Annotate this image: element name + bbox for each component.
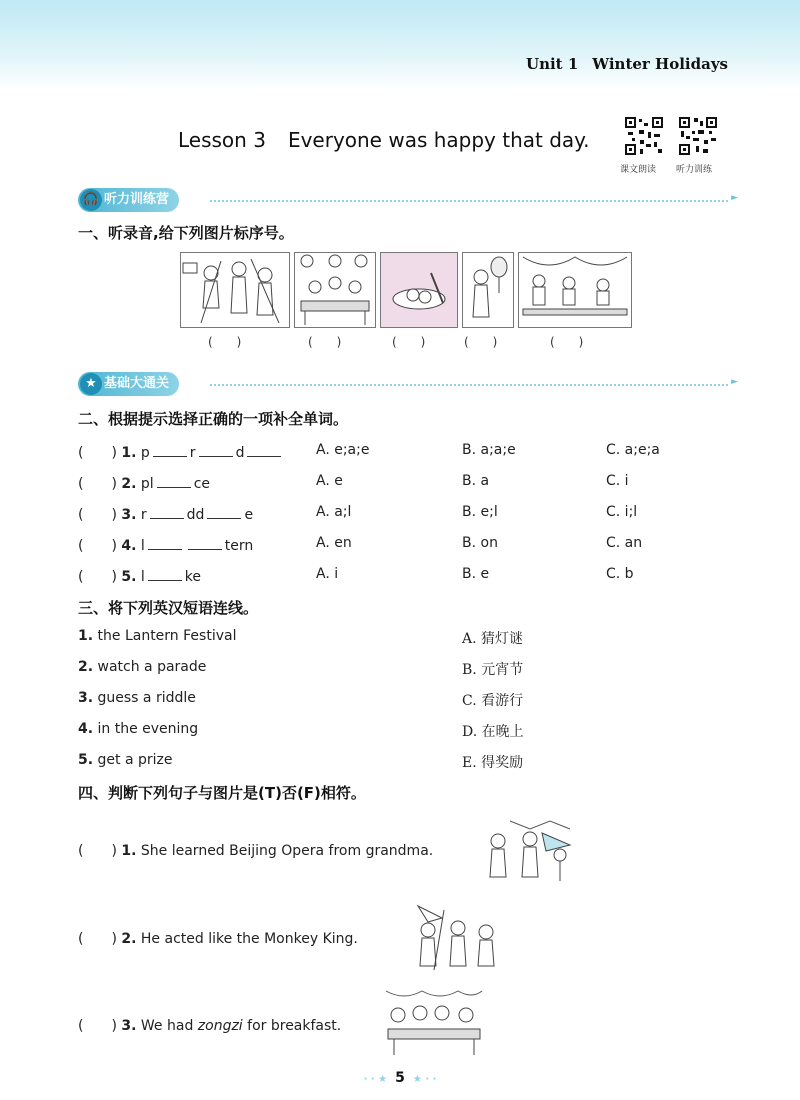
badge-text: 基础	[104, 376, 131, 391]
dots-decoration: · · ★	[363, 1074, 388, 1085]
blank[interactable]	[199, 444, 233, 457]
item-number: 2.	[78, 659, 94, 675]
sentence-text: for breakfast.	[242, 1018, 342, 1034]
sentence-italic: zongzi	[197, 1018, 243, 1034]
option-c: C. a;e;a	[606, 442, 660, 458]
qr-code-icon[interactable]	[624, 116, 664, 156]
blank[interactable]	[157, 475, 191, 488]
word-fragment: l	[140, 538, 145, 554]
option-letter: B.	[462, 662, 477, 678]
page-number	[0, 1070, 800, 1086]
unit-title: Winter Holidays	[592, 55, 728, 73]
phrase-text: guess a riddle	[97, 690, 196, 706]
list-item	[78, 442, 284, 462]
badge-text: 大通关	[130, 376, 170, 391]
picture-rice-balls	[380, 252, 458, 328]
list-item	[78, 928, 358, 948]
answer-parenthesis[interactable]: ( )	[78, 931, 117, 947]
phrase-chinese[interactable]	[462, 721, 524, 741]
word-fragment: pl	[140, 476, 154, 492]
option-letter: A.	[462, 631, 477, 647]
item-number: 3.	[121, 1018, 137, 1034]
answer-parenthesis[interactable]: ( )	[78, 476, 117, 492]
phrase-english[interactable]	[78, 690, 196, 706]
phrase-text: get a prize	[97, 752, 173, 768]
item-number: 3.	[121, 507, 137, 523]
phrase-chinese[interactable]	[462, 659, 523, 679]
item-number: 5.	[121, 569, 137, 585]
qr-caption: 课文朗读	[620, 165, 657, 175]
phrase-english[interactable]	[78, 721, 198, 737]
question-title: 一、听录音,给下列图片标序号。	[78, 224, 294, 242]
answer-parenthesis[interactable]: ( )	[78, 445, 117, 461]
sentence-text: She learned Beijing Opera from grandma.	[140, 843, 434, 859]
blank[interactable]	[148, 568, 182, 581]
sentence-text: We had	[140, 1018, 198, 1034]
list-item	[78, 1015, 341, 1035]
word-fragment: dd	[186, 507, 205, 523]
section-badge-basics	[78, 372, 179, 396]
answer-parenthesis[interactable]: ( )	[392, 335, 426, 349]
option-b: B. e;l	[462, 504, 498, 520]
blank[interactable]	[150, 506, 184, 519]
option-b: B. a	[462, 473, 490, 489]
phrase-english[interactable]	[78, 752, 172, 768]
word-fragment: d	[235, 445, 245, 461]
option-letter: E.	[462, 755, 477, 771]
word-fragment: tern	[224, 538, 254, 554]
option-b: B. e	[462, 566, 490, 582]
phrase-chinese[interactable]	[462, 690, 523, 710]
phrase-chinese[interactable]	[462, 752, 523, 772]
picture-breakfast	[382, 985, 486, 1057]
option-a: A. e;a;e	[316, 442, 370, 458]
word-fragment: r	[140, 507, 147, 523]
phrase-text: the Lantern Festival	[97, 628, 237, 644]
lesson-name: Everyone was happy that day.	[287, 128, 590, 152]
picture-lanterns	[462, 252, 514, 328]
item-number: 2.	[121, 476, 137, 492]
qr-code-icon[interactable]	[678, 116, 718, 156]
list-item	[78, 504, 253, 524]
phrase-text: watch a parade	[97, 659, 207, 675]
list-item	[78, 473, 210, 493]
item-number: 3.	[78, 690, 94, 706]
qr-caption: 听力训练	[676, 165, 713, 175]
list-item	[78, 566, 201, 586]
answer-parenthesis[interactable]: ( )	[78, 843, 117, 859]
section-divider	[210, 200, 728, 202]
word-fragment: e	[244, 507, 254, 523]
word-fragment: ce	[193, 476, 210, 492]
blank[interactable]	[188, 537, 222, 550]
page-number-text: 5	[395, 1070, 405, 1086]
phrase-text: 元宵节	[481, 662, 524, 678]
word-fragment: ke	[184, 569, 202, 585]
answer-parenthesis[interactable]: ( )	[78, 1018, 117, 1034]
option-c: C. an	[606, 535, 643, 551]
option-letter: D.	[462, 724, 478, 740]
answer-parenthesis[interactable]: ( )	[308, 335, 342, 349]
option-a: A. a;l	[316, 504, 352, 520]
item-number: 4.	[121, 538, 137, 554]
picture-family-dinner	[294, 252, 376, 328]
option-letter: C.	[462, 693, 477, 709]
option-a: A. en	[316, 535, 352, 551]
answer-parenthesis[interactable]: ( )	[550, 335, 584, 349]
option-b: B. a;a;e	[462, 442, 516, 458]
option-a: A. i	[316, 566, 339, 582]
blank[interactable]	[153, 444, 187, 457]
option-c: C. i;l	[606, 504, 638, 520]
blank[interactable]	[247, 444, 281, 457]
item-number: 1.	[78, 628, 94, 644]
phrase-english[interactable]	[78, 628, 236, 644]
list-item	[78, 840, 433, 860]
item-number: 4.	[78, 721, 94, 737]
unit-number: Unit 1	[525, 55, 579, 73]
phrase-text: 猜灯谜	[481, 631, 524, 647]
question-title: 三、将下列英汉短语连线。	[78, 599, 259, 617]
picture-parade	[180, 252, 290, 328]
badge-text: 训练营	[130, 192, 170, 207]
section-badge-listening	[78, 188, 179, 212]
word-fragment: p	[140, 445, 150, 461]
blank[interactable]	[207, 506, 241, 519]
word-fragment: l	[140, 569, 145, 585]
star-icon: ★	[80, 373, 102, 395]
answer-parenthesis[interactable]: ( )	[78, 569, 117, 585]
top-decorative-band	[0, 0, 800, 90]
headphones-icon: 🎧	[80, 189, 102, 211]
word-fragment: r	[189, 445, 196, 461]
question-title: 二、根据提示选择正确的一项补全单词。	[78, 410, 349, 428]
item-number: 1.	[121, 445, 137, 461]
section-divider	[210, 384, 728, 386]
dots-decoration: ★ · ·	[412, 1074, 437, 1085]
option-a: A. e	[316, 473, 343, 489]
badge-text: 听力	[104, 192, 131, 207]
phrase-text: 在晚上	[481, 724, 524, 740]
phrase-text: in the evening	[97, 721, 199, 737]
option-b: B. on	[462, 535, 498, 551]
answer-parenthesis[interactable]: ( )	[78, 538, 117, 554]
option-c: C. i	[606, 473, 629, 489]
picture-monkey-king	[398, 900, 506, 972]
item-number: 2.	[121, 931, 137, 947]
item-number: 5.	[78, 752, 94, 768]
item-number: 1.	[121, 843, 137, 859]
phrase-english[interactable]	[78, 659, 206, 675]
lesson-title	[178, 128, 590, 152]
list-item	[78, 535, 253, 555]
phrase-text: 得奖励	[481, 755, 524, 771]
phrase-chinese[interactable]	[462, 628, 523, 648]
answer-parenthesis[interactable]: ( )	[78, 507, 117, 523]
lesson-number: Lesson 3	[178, 128, 266, 152]
option-c: C. b	[606, 566, 634, 582]
blank[interactable]	[148, 537, 182, 550]
sentence-text: He acted like the Monkey King.	[140, 931, 358, 947]
answer-parenthesis[interactable]: ( )	[464, 335, 498, 349]
phrase-text: 看游行	[481, 693, 524, 709]
picture-party	[518, 252, 632, 328]
answer-parenthesis[interactable]: ( )	[208, 335, 242, 349]
running-header	[526, 55, 728, 73]
picture-opera	[470, 815, 582, 885]
question-title: 四、判断下列句子与图片是(T)否(F)相符。	[78, 784, 366, 802]
